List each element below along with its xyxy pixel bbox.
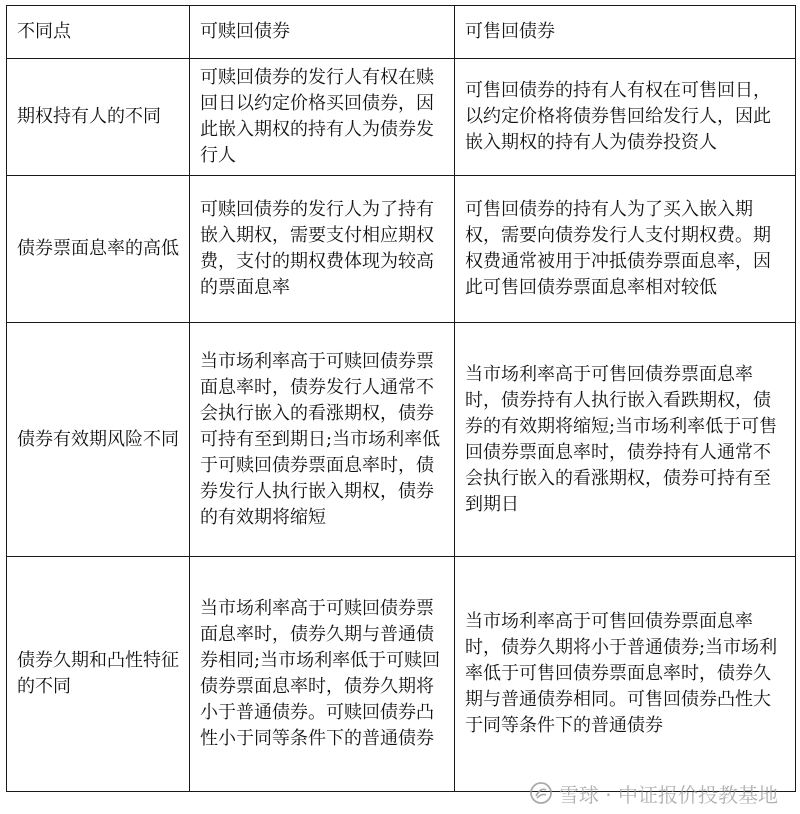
table-row	[7, 176, 796, 323]
table-row	[7, 557, 796, 792]
watermark	[529, 780, 778, 806]
puttable-cell: 可售回债券的持有人有权在可售回日，以约定价格将债券售回给发行人，因此嵌入期权的持有人为债券投资人	[455, 59, 796, 176]
header-aspect: 不同点	[7, 6, 190, 59]
table-row	[7, 323, 796, 557]
watermark-text: 雪球 · 中证报价投教基地	[558, 782, 778, 807]
row-aspect: 期权持有人的不同	[7, 59, 190, 176]
puttable-cell: 当市场利率高于可售回债券票面息率时，债券久期将小于普通债券;当市场利率低于可售回债券票面息率时，债券久期与普通债券相同。可售回债券凸性大于同等条件下的普通债券	[455, 557, 796, 792]
puttable-cell: 当市场利率高于可售回债券票面息率时，债券持有人执行嵌入看跌期权，债券的有效期将缩短;当市场利率低于可售回债券票面息率时，债券持有人通常不会执行嵌入的看涨期权，债券可持有至到期日	[455, 323, 796, 557]
callable-cell: 当市场利率高于可赎回债券票面息率时，债券久期与普通债券相同;当市场利率低于可赎回债券票面息率时，债券久期将小于普通债券。可赎回债券凸性小于同等条件下的普通债券	[190, 557, 455, 792]
comparison-table	[6, 5, 796, 792]
row-aspect: 债券有效期风险不同	[7, 323, 190, 557]
header-callable: 可赎回债券	[190, 6, 455, 59]
row-aspect: 债券久期和凸性特征的不同	[7, 557, 190, 792]
table-header-row	[7, 6, 796, 59]
row-aspect: 债券票面息率的高低	[7, 176, 190, 323]
puttable-cell: 可售回债券的持有人为了买入嵌入期权，需要向债券发行人支付期权费。期权费通常被用于冲抵债券票面息率，因此可售回债券票面息率相对较低	[455, 176, 796, 323]
callable-cell: 当市场利率高于可赎回债券票面息率时，债券发行人通常不会执行嵌入的看涨期权，债券可持有至到期日;当市场利率低于可赎回债券票面息率时，债券发行人执行嵌入期权，债券的有效期将缩短	[190, 323, 455, 557]
callable-cell: 可赎回债券的发行人有权在赎回日以约定价格买回债券，因此嵌入期权的持有人为债券发行人	[190, 59, 455, 176]
callable-cell: 可赎回债券的发行人为了持有嵌入期权，需要支付相应期权费，支付的期权费体现为较高的票面息率	[190, 176, 455, 323]
snowball-logo-icon	[529, 781, 553, 805]
header-puttable: 可售回债券	[455, 6, 796, 59]
table-row	[7, 59, 796, 176]
